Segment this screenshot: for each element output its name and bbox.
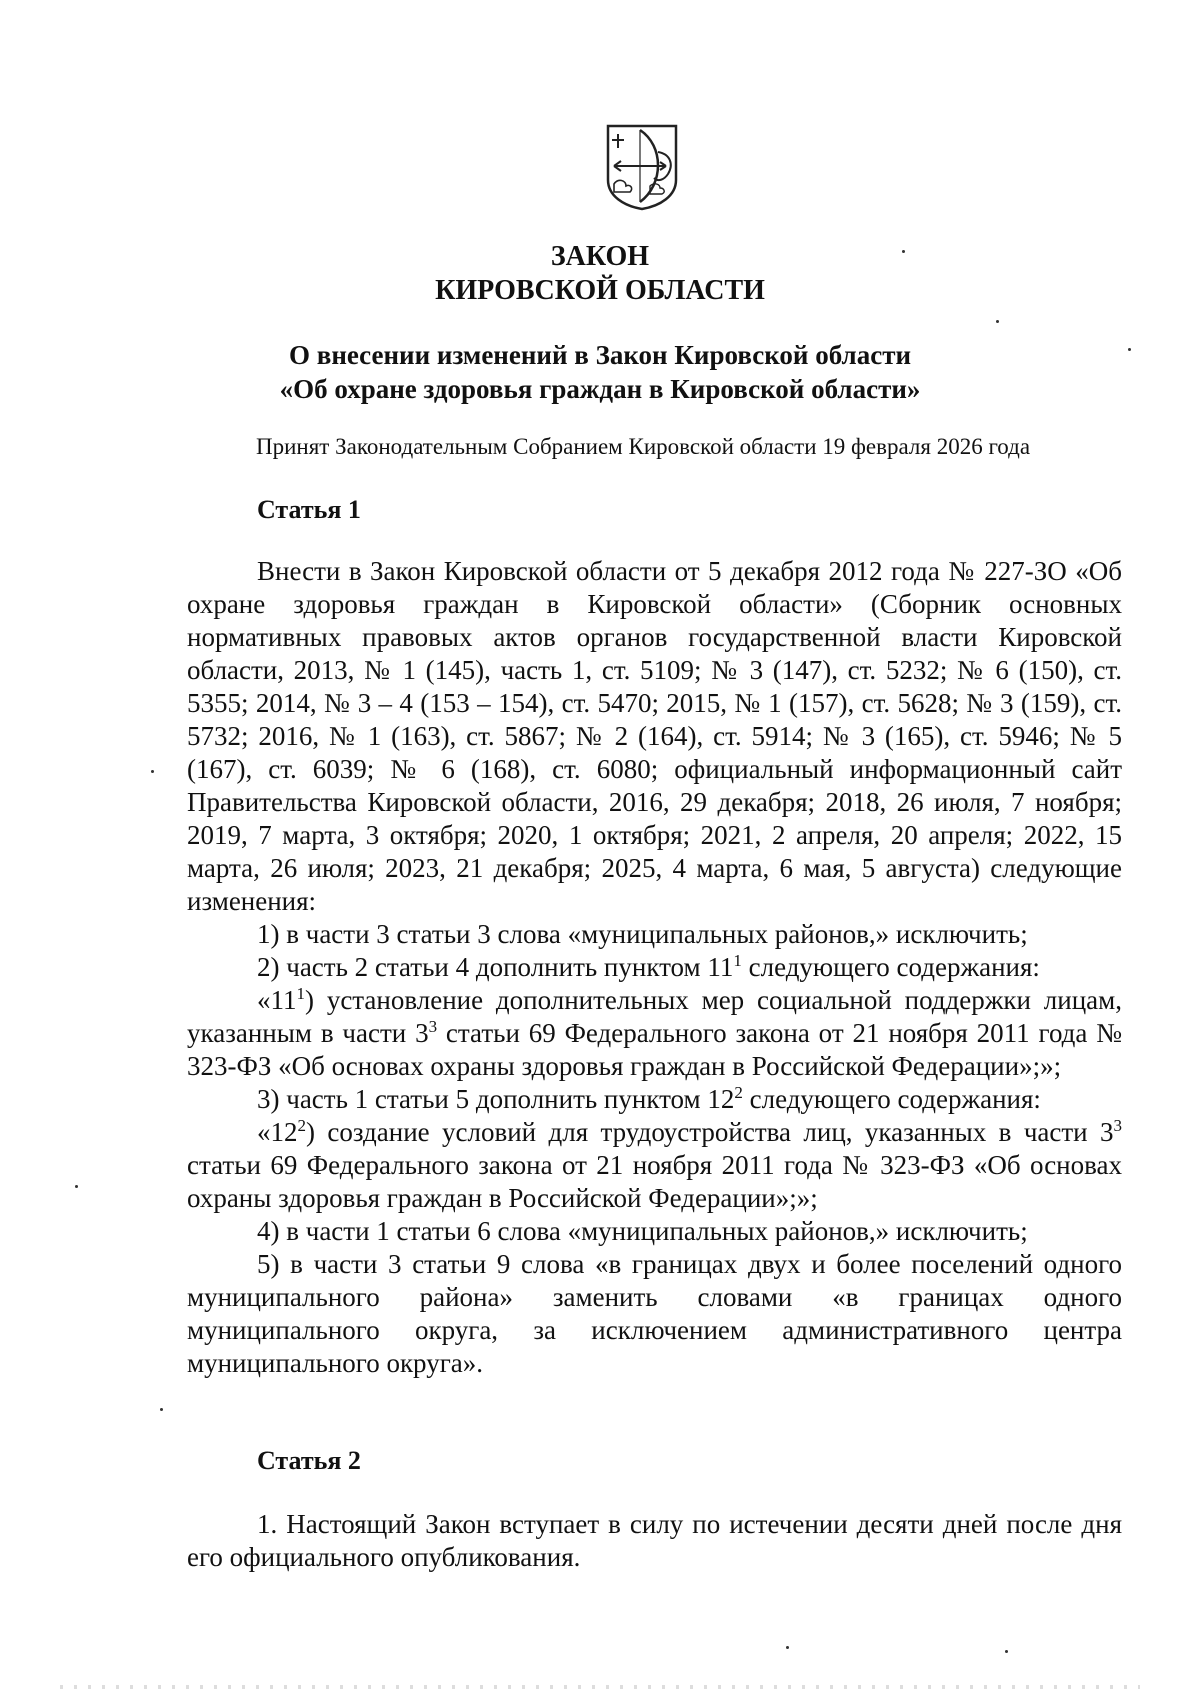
adoption-statement: Принят Законодательным Собранием Кировской области 19 февраля 2026 года [256,434,1031,459]
scan-speck [75,1185,78,1188]
coat-of-arms-icon [604,122,680,212]
law-title: ЗАКОН [550,241,650,272]
article-1-item-5: 5) в части 3 статьи 9 слова «в границах двух и более поселений одного муниципального района» заменить словами «в границах одного муниципального округа, за исключением административного центра муниципального округа». [187,1249,1122,1378]
article-1-item-3-quote: «$12^2$) создание условий для трудоустройства лиц, указанных в части $3^3$ статьи 69 Федерального закона от 21 ноября 2011 года № 323-ФЗ «Об основах охраны здоровья граждан в Российской Федерации»;»; [187,1116,1122,1213]
article-1-intro: Внести в Закон Кировской области от 5 декабря 2012 года № 227-ЗО «Об охране здоровья граждан в Кировской области» (Сборник основных нормативных правовых актов органов государственной власти Кировской области, 2013, № 1 (145), часть 1, ст. 5109; № 3 (147), ст. 5232; № 6 (150), ст. 5355; 2014, № 3 – 4 (153 – 154), ст. 5470; 2015, № 1 (157), ст. 5628; № 3 (159), ст. 5732; 2016, № 1 (163), ст. 5867; № 2 (164), ст. 5914; № 3 (165), ст. 5946; № 5 (167), ст. 6039; № 6 (168), ст. 6080; официальный информационный сайт Правительства Кировской области, 2016, 29 декабря; 2018, 26 июля, 7 ноября; 2019, 7 марта, 3 октября; 2020, 1 октября; 2021, 2 апреля, 20 апреля; 2022, 15 марта, 26 июля; 2023, 21 декабря; 2025, 4 марта, 6 мая, 5 августа) следующие изменения: [187,556,1122,916]
scan-speck [786,1646,789,1649]
law-subject-line2: «Об охране здоровья граждан в Кировской области» [279,374,921,404]
article-1-item-3: 3) часть 1 статьи 5 дополнить пунктом $12^2$ следующего содержания: [257,1083,1041,1114]
scan-speck [160,1408,163,1411]
scan-speck [151,770,154,773]
article-2-item-1: 1. Настоящий Закон вступает в силу по истечении десяти дней после дня его официального опубликования. [187,1509,1122,1572]
article-1-heading: Статья 1 [257,495,361,524]
scan-speck [1128,348,1131,351]
article-1-item-2-quote: «$11^1$) установление дополнительных мер социальной поддержки лицам, указанным в части $3^3$ статьи 69 Федерального закона от 21 ноября 2011 года № 323-ФЗ «Об основах охраны здоровья граждан в Российской Федерации»;»; [187,984,1122,1081]
law-subject-line1: О внесении изменений в Закон Кировской области [288,340,912,370]
article-1-item-4: 4) в части 1 статьи 6 слова «муниципальных районов,» исключить; [257,1216,1028,1246]
article-1-item-2: 2) часть 2 статьи 4 дополнить пунктом $11^1$ следующего содержания: [257,951,1040,982]
article-1-item-1: 1) в части 3 статьи 3 слова «муниципальных районов,» исключить; [257,919,1028,949]
article-2-body [187,1508,1122,1574]
scan-speck [996,320,999,323]
law-region: КИРОВСКОЙ ОБЛАСТИ [435,275,765,306]
scan-speck [1005,1650,1008,1653]
scan-edge-artifact [60,1685,1140,1689]
article-1-body [187,555,1122,1380]
article-2-heading: Статья 2 [257,1446,361,1475]
scan-speck [902,250,905,253]
